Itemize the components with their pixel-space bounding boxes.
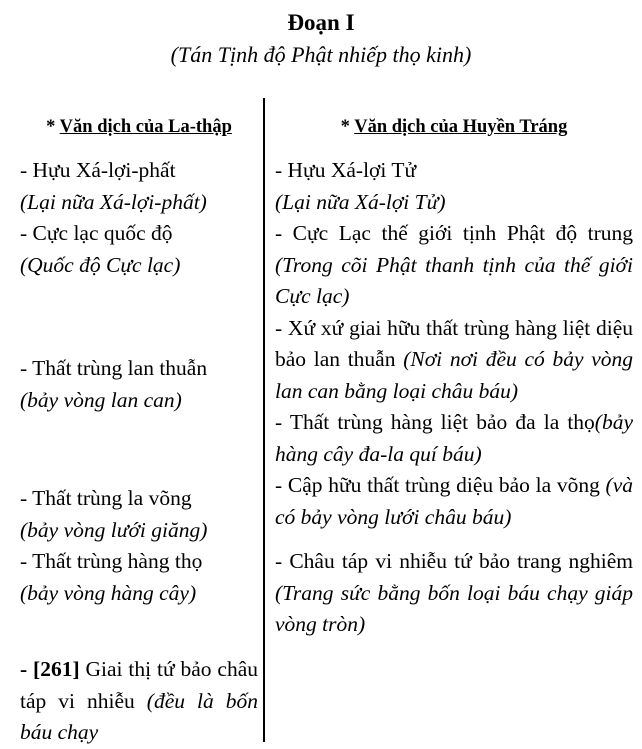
right-entry-5: [275, 470, 633, 533]
left-column: [20, 114, 258, 749]
entry-translation: (và có bảy vòng lưới châu báu): [275, 473, 633, 529]
entry-text: - Hựu Xá-lợi-phất: [20, 158, 176, 182]
entry-text: - Thất trùng lan thuẫn: [20, 356, 208, 380]
entry-translation: (đều là bốn báu chạy: [20, 688, 258, 744]
left-entry-5: [20, 546, 258, 609]
entry-number: - [261]: [20, 657, 80, 681]
right-entry-1: [275, 155, 633, 218]
right-column-header: [275, 114, 633, 140]
entry-text: - Thất trùng hàng thọ: [20, 549, 203, 573]
entry-translation: (bảy vòng hàng cây): [20, 580, 197, 605]
entry-translation: (Trang sức bằng bốn loại báu chạy giáp vòng tròn): [275, 580, 633, 636]
entry-text: - Cực Lạc thế giới tịnh Phật độ trung: [275, 221, 633, 245]
section-title: Đoạn I: [287, 10, 355, 35]
entry-text: - Xứ xứ giai hữu thất trùng hàng liệt diệu bảo lan thuẫn: [275, 315, 633, 371]
left-column-header: [20, 114, 258, 140]
entry-translation: (bảy hàng cây đa-la quí báu): [275, 410, 633, 466]
entry-text: - Thất trùng hàng liệt bảo đa la thọ: [275, 410, 595, 434]
left-entry-2: [20, 218, 258, 281]
entry-translation: (Trong cõi Phật thanh tịnh của thế giới Cực lạc): [275, 252, 633, 308]
entry-text: - Cập hữu thất trùng diệu bảo la võng: [275, 473, 600, 497]
left-entry-4: [20, 483, 258, 546]
header-star: *: [340, 117, 355, 137]
section-subtitle: (Tán Tịnh độ Phật nhiếp thọ kinh): [170, 42, 472, 67]
entry-translation: (Lại nữa Xá-lợi Tử): [275, 189, 446, 214]
entry-text: Giai thị tứ bảo châu táp vi nhiễu: [20, 657, 259, 713]
header-star: *: [46, 117, 60, 137]
entry-translation: (bảy vòng lan can): [20, 387, 182, 412]
right-entry-4: [275, 407, 633, 470]
header-label: Văn dịch của Huyền Tráng: [354, 117, 568, 137]
right-entry-2: [275, 218, 633, 313]
left-entry-6: [20, 654, 258, 749]
column-divider: [263, 98, 265, 742]
entry-text: - Cực lạc quốc độ: [20, 221, 173, 245]
right-entry-6: [275, 546, 633, 641]
right-entry-3: [275, 313, 633, 408]
entry-translation: (Nơi nơi đều có bảy vòng lan can bằng loại châu báu): [275, 347, 633, 403]
entry-text: - Châu táp vi nhiễu tứ bảo trang nghiêm: [275, 549, 633, 573]
entry-text: - Thất trùng la võng: [20, 486, 192, 510]
entry-translation: (Lại nữa Xá-lợi-phất): [20, 189, 207, 214]
header-label: Văn dịch của La-thập: [59, 117, 232, 137]
left-entry-3: [20, 353, 258, 416]
right-column: [275, 114, 633, 641]
left-entry-1: [20, 155, 258, 218]
entry-text: - Hựu Xá-lợi Tử: [275, 158, 417, 182]
entry-translation: (bảy vòng lưới giăng): [20, 517, 208, 542]
entry-translation: (Quốc độ Cực lạc): [20, 252, 181, 277]
